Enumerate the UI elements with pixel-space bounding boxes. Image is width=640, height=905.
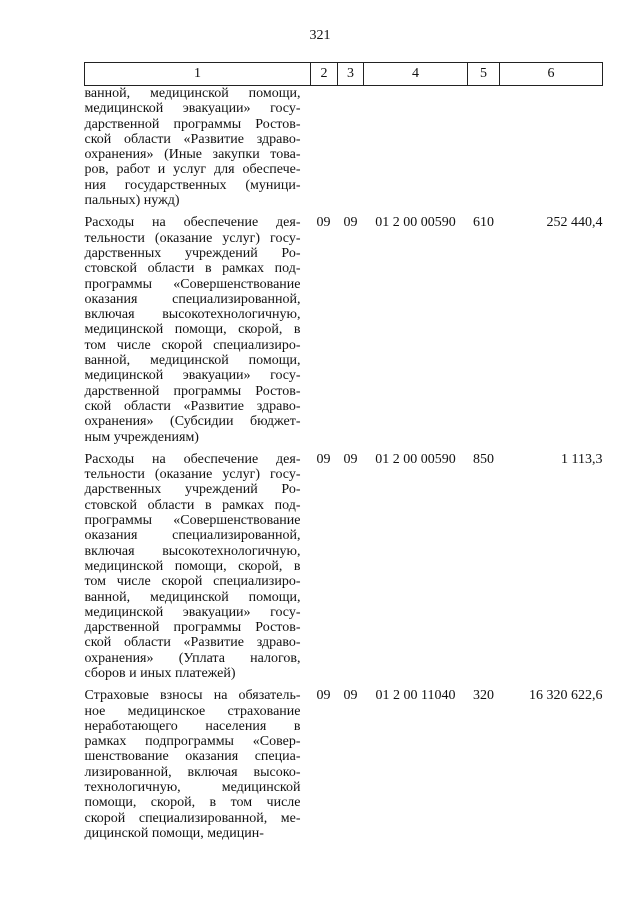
description-line: ным учреждениям) [84, 429, 199, 445]
row-description [85, 452, 311, 681]
description-line: медицинской эвакуации» госу- [84, 368, 301, 384]
amount [500, 86, 603, 209]
description-line: ской области «Развитие здраво- [84, 635, 301, 651]
description-line: медицинской эвакуации» госу- [84, 604, 301, 620]
description-line: ской области «Развитие здраво- [84, 131, 301, 147]
description-line: ное медицинское страхование [84, 703, 301, 719]
budget-table [84, 62, 603, 841]
row-separator [85, 681, 603, 688]
expense-type-code: 320 [473, 688, 494, 704]
amount: 1 113,3 [561, 451, 603, 467]
description-line: дарственных учреждений Ро- [84, 245, 301, 261]
header-col-5: 5 [468, 63, 500, 86]
description-line: ванной, медицинской помощи, [84, 589, 301, 605]
description-line: Расходы на обеспечение дея- [84, 215, 301, 231]
description-line: медицинской помощи, скорой, в [84, 322, 301, 338]
description-line: технологичную, медицинской [84, 780, 301, 796]
description-line: ров, работ и услуг для обеспече- [84, 162, 301, 178]
description-line: помощи, скорой, в том числе [84, 795, 301, 811]
expense-type-code [468, 86, 500, 209]
expense-type-code: 850 [473, 451, 494, 467]
row-description [85, 688, 311, 841]
amount: 16 320 622,6 [529, 688, 603, 704]
table-row [85, 215, 603, 444]
description-line: дарственных учреждений Ро- [84, 482, 301, 498]
header-col-2: 2 [311, 63, 338, 86]
header-col-4: 4 [364, 63, 468, 86]
description-line: стовской области в рамках под- [84, 261, 301, 277]
description-line: ванной, медицинской помощи, [84, 353, 301, 369]
section-code: 09 [316, 688, 331, 704]
subsection-code: 09 [343, 451, 358, 467]
row-separator [85, 208, 603, 215]
description-line: шенствование оказания специа- [84, 749, 301, 765]
description-line: дарственной программы Ростов- [84, 620, 301, 636]
table-header-row [85, 63, 603, 86]
table-body [85, 86, 603, 842]
subsection-code: 09 [343, 215, 358, 231]
description-line: дарственной программы Ростов- [84, 383, 301, 399]
header-col-1: 1 [85, 63, 311, 86]
expense-type-code: 610 [473, 215, 494, 231]
header-col-3: 3 [338, 63, 364, 86]
description-line: Страховые взносы на обязатель- [84, 688, 301, 704]
description-line: программы «Совершенствование [84, 276, 301, 292]
table-row [85, 452, 603, 681]
header-col-6: 6 [500, 63, 603, 86]
description-line: том числе скорой специализиро- [84, 574, 301, 590]
row-description [85, 86, 311, 209]
target-article-code: 01 2 00 00590 [375, 451, 456, 467]
description-line: том числе скорой специализиро- [84, 337, 301, 353]
description-line: охранения» (Иные закупки това- [84, 147, 301, 163]
description-line: неработающего населения в [84, 718, 301, 734]
description-line: оказания специализированной, [84, 291, 301, 307]
description-line: дицинской помощи, медицин- [84, 825, 264, 841]
subsection-code: 09 [343, 688, 358, 704]
description-line: ской области «Развитие здраво- [84, 398, 301, 414]
description-line: дарственной программы Ростов- [84, 116, 301, 132]
description-line: охранения» (Субсидии бюджет- [84, 414, 301, 430]
description-line: скорой специализированной, ме- [84, 810, 301, 826]
description-line: медицинской эвакуации» госу- [84, 101, 301, 117]
section-code: 09 [316, 451, 331, 467]
table-row [85, 688, 603, 841]
description-line: включая высокотехнологичную, [84, 307, 301, 323]
description-line: включая высокотехнологичную, [84, 543, 301, 559]
table-row [85, 86, 603, 209]
amount: 252 440,4 [546, 215, 603, 231]
target-article-code: 01 2 00 11040 [375, 688, 456, 704]
description-line: оказания специализированной, [84, 528, 301, 544]
section-code [311, 86, 338, 209]
description-line: тельности (оказание услуг) госу- [84, 230, 301, 246]
row-separator [85, 445, 603, 452]
description-line: пальных) нужд) [84, 193, 180, 209]
description-line: ния государственных (муници- [84, 177, 301, 193]
description-line: стовской области в рамках под- [84, 497, 301, 513]
description-line: охранения» (Уплата налогов, [84, 650, 301, 666]
section-code: 09 [316, 215, 331, 231]
description-line: рамках подпрограммы «Совер- [84, 734, 301, 750]
target-article-code [364, 86, 468, 209]
description-line: сборов и иных платежей) [84, 665, 236, 681]
description-line: тельности (оказание услуг) госу- [84, 467, 301, 483]
subsection-code [338, 86, 364, 209]
description-line: лизированной, включая высоко- [84, 764, 301, 780]
row-description [85, 215, 311, 444]
description-line: Расходы на обеспечение дея- [84, 451, 301, 467]
description-line: медицинской помощи, скорой, в [84, 558, 301, 574]
description-line: программы «Совершенствование [84, 513, 301, 529]
target-article-code: 01 2 00 00590 [375, 215, 456, 231]
description-line: ванной, медицинской помощи, [84, 86, 301, 101]
page-number: 321 [309, 28, 331, 43]
